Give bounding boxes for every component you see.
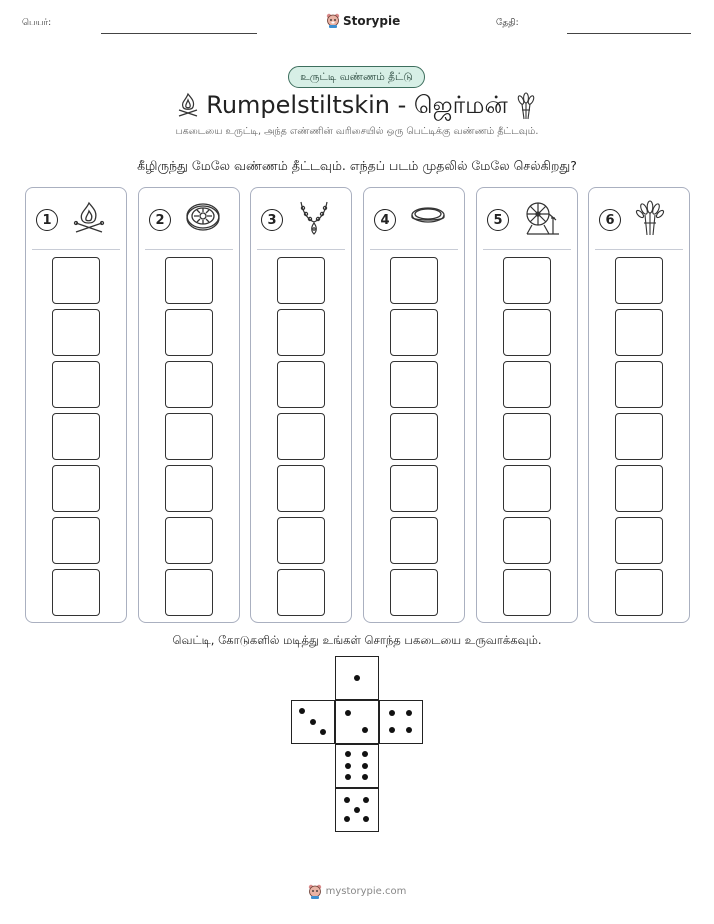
color-box[interactable]	[503, 361, 551, 408]
name-line[interactable]	[101, 33, 257, 34]
wheat-bundle-icon	[514, 92, 538, 120]
column-divider	[595, 249, 683, 250]
column-divider	[257, 249, 345, 250]
color-box[interactable]	[165, 465, 213, 512]
dice-column-4	[363, 187, 465, 623]
color-box[interactable]	[52, 517, 100, 564]
dice-pip	[363, 797, 369, 803]
campfire-icon	[72, 200, 106, 238]
color-box[interactable]	[390, 413, 438, 460]
activity-badge: உருட்டி வண்ணம் தீட்டு	[288, 66, 425, 88]
color-box[interactable]	[390, 465, 438, 512]
dice-face-5	[335, 788, 379, 832]
dice-face-1	[335, 656, 379, 700]
color-box[interactable]	[615, 361, 663, 408]
dice-face-2	[335, 700, 379, 744]
footer-url[interactable]: mystorypie.com	[325, 886, 407, 897]
color-box[interactable]	[615, 465, 663, 512]
cut-instruction: வெட்டி, கோடுகளில் மடித்து உங்கள் சொந்த பகடையை உருவாக்கவும்.	[172, 633, 542, 647]
color-box[interactable]	[503, 309, 551, 356]
ring-icon	[410, 200, 446, 234]
column-divider	[483, 249, 571, 250]
color-box[interactable]	[390, 309, 438, 356]
color-box[interactable]	[277, 517, 325, 564]
color-box[interactable]	[615, 569, 663, 616]
date-line[interactable]	[567, 33, 691, 34]
color-box[interactable]	[503, 569, 551, 616]
dice-pip	[345, 774, 351, 780]
instruction-text: கீழிருந்து மேலே வண்ணம் தீட்டவும். எந்தப் படம் முதலில் மேலே செல்கிறது?	[137, 158, 577, 173]
color-box[interactable]	[277, 309, 325, 356]
dice-pip	[406, 727, 412, 733]
footer	[0, 884, 714, 899]
subtitle: பகடையை உருட்டி, அந்த எண்ணின் வரிசையில் ஒரு பெட்டிக்கு வண்ணம் தீட்டவும்.	[175, 126, 539, 137]
dice-face-6	[335, 744, 379, 788]
dice-pip	[362, 751, 368, 757]
color-box[interactable]	[390, 517, 438, 564]
color-box[interactable]	[503, 257, 551, 304]
color-box[interactable]	[277, 465, 325, 512]
color-box[interactable]	[390, 361, 438, 408]
storypie-mascot-icon	[308, 884, 322, 899]
dice-pip	[363, 816, 369, 822]
color-box[interactable]	[503, 517, 551, 564]
color-box[interactable]	[52, 465, 100, 512]
color-box[interactable]	[503, 465, 551, 512]
dice-column-1	[25, 187, 127, 623]
dice-pip	[345, 710, 351, 716]
column-divider	[145, 249, 233, 250]
spinning-wheel-icon	[523, 200, 561, 240]
necklace-icon	[297, 200, 331, 240]
dice-pip	[389, 727, 395, 733]
column-divider	[32, 249, 120, 250]
column-number: 4	[374, 209, 396, 231]
dice-pip	[299, 708, 305, 714]
dice-pip	[354, 675, 360, 681]
color-box[interactable]	[165, 569, 213, 616]
dice-pip	[406, 710, 412, 716]
color-box[interactable]	[165, 517, 213, 564]
dice-pip	[345, 763, 351, 769]
column-number: 2	[149, 209, 171, 231]
color-box[interactable]	[615, 413, 663, 460]
column-number: 6	[599, 209, 621, 231]
color-box[interactable]	[52, 257, 100, 304]
color-box[interactable]	[52, 413, 100, 460]
coin-icon	[185, 200, 221, 238]
color-box[interactable]	[165, 257, 213, 304]
storypie-mascot-icon	[326, 13, 340, 28]
page-title: Rumpelstiltskin - ஜெர்மன்	[206, 91, 508, 119]
name-label: பெயர்:	[22, 18, 52, 28]
dice-face-3	[291, 700, 335, 744]
color-box[interactable]	[615, 309, 663, 356]
color-box[interactable]	[503, 413, 551, 460]
dice-column-5	[476, 187, 578, 623]
dice-pip	[320, 729, 326, 735]
dice-pip	[362, 763, 368, 769]
color-box[interactable]	[277, 361, 325, 408]
color-box[interactable]	[165, 361, 213, 408]
color-box[interactable]	[277, 569, 325, 616]
color-box[interactable]	[277, 257, 325, 304]
column-number: 5	[487, 209, 509, 231]
wheat-bundle-icon	[635, 200, 665, 240]
color-box[interactable]	[277, 413, 325, 460]
dice-pip	[345, 751, 351, 757]
dice-pip	[362, 727, 368, 733]
dice-pip	[354, 807, 360, 813]
column-divider	[370, 249, 458, 250]
dice-pip	[389, 710, 395, 716]
dice-column-6	[588, 187, 690, 623]
column-number: 1	[36, 209, 58, 231]
color-box[interactable]	[390, 569, 438, 616]
color-box[interactable]	[390, 257, 438, 304]
dice-pip	[344, 797, 350, 803]
dice-column-3	[250, 187, 352, 623]
color-box[interactable]	[615, 257, 663, 304]
column-number: 3	[261, 209, 283, 231]
color-box[interactable]	[52, 569, 100, 616]
dice-pip	[362, 774, 368, 780]
dice-column-2	[138, 187, 240, 623]
brand-logo	[326, 13, 400, 28]
color-box[interactable]	[52, 309, 100, 356]
dice-face-4	[379, 700, 423, 744]
date-label: தேதி:	[496, 18, 519, 28]
color-box[interactable]	[615, 517, 663, 564]
dice-pip	[344, 816, 350, 822]
color-box[interactable]	[165, 413, 213, 460]
color-box[interactable]	[165, 309, 213, 356]
color-box[interactable]	[52, 361, 100, 408]
dice-pip	[310, 719, 316, 725]
brand-name: Storypie	[343, 13, 401, 28]
